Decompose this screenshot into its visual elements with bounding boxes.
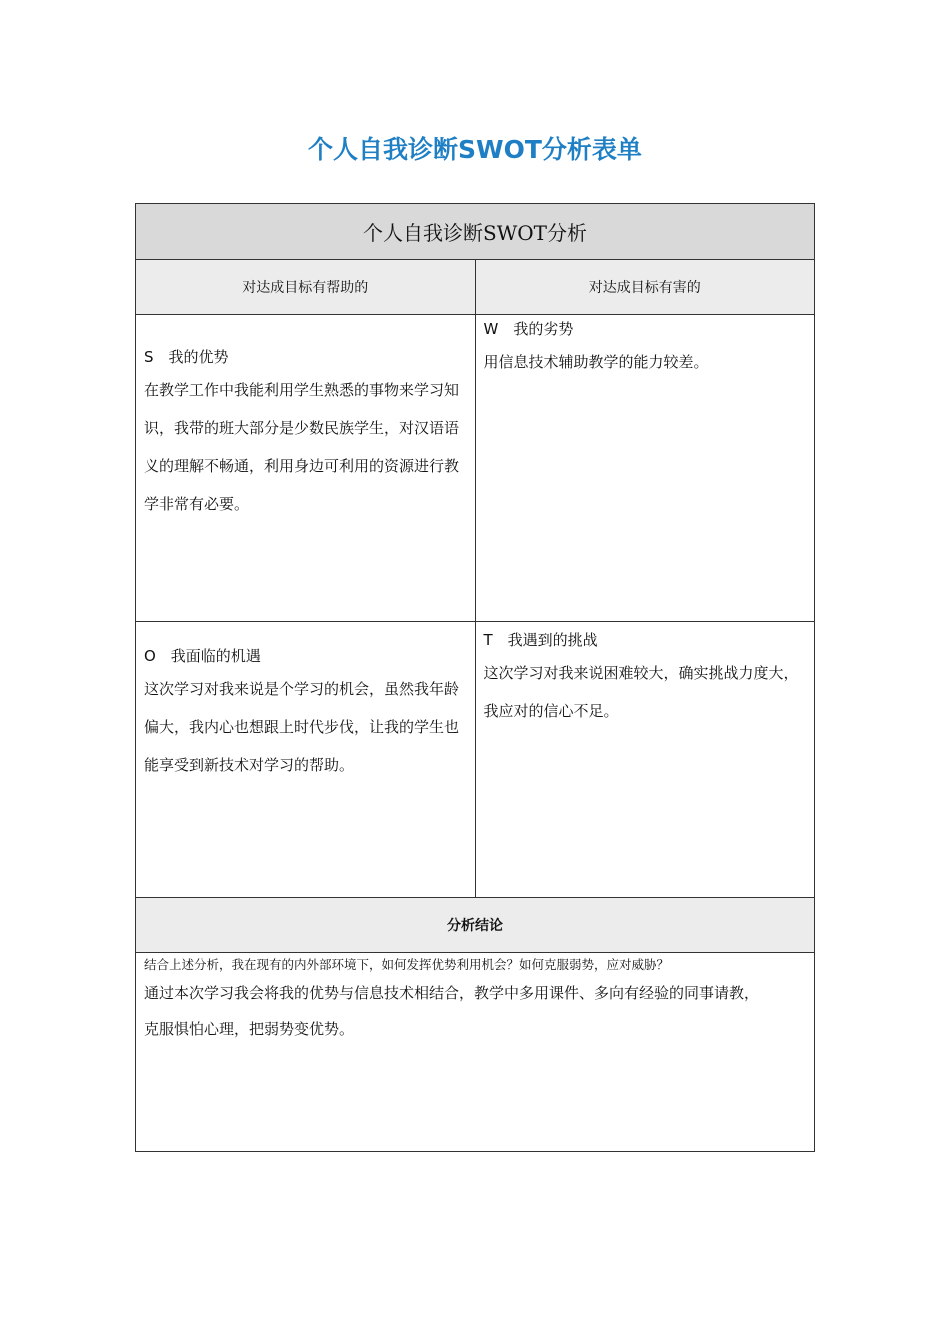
table-header-row [136, 204, 815, 260]
threats-heading: T 我遇到的挑战 [483, 631, 598, 649]
threats-cell [475, 622, 815, 898]
weaknesses-cell [475, 315, 815, 622]
threats-text: 这次学习对我来说困难较大，确实挑战力度大，我应对的信心不足。 [483, 664, 799, 720]
column-header-harmful: 对达成目标有害的 [475, 260, 815, 315]
swot-table [135, 203, 815, 1152]
conclusion-paragraph-2: 克服惧怕心理，把弱势变优势。 [144, 1020, 355, 1038]
strengths-weaknesses-row [136, 315, 815, 622]
column-header-helpful: 对达成目标有帮助的 [136, 260, 476, 315]
conclusion-paragraph-1: 通过本次学习我会将我的优势与信息技术相结合，教学中多用课件、多向有经验的同事请教， [144, 984, 760, 1002]
conclusion-row [136, 953, 815, 1152]
strengths-cell [136, 315, 476, 622]
opportunities-threats-row [136, 622, 815, 898]
column-header-row [136, 260, 815, 315]
opportunities-text: 这次学习对我来说是个学习的机会，虽然我年龄偏大，我内心也想跟上时代步伐，让我的学生也能享受到新技术对学习的帮助。 [144, 680, 460, 774]
strengths-text: 在教学工作中我能利用学生熟悉的事物来学习知识，我带的班大部分是少数民族学生，对汉语语义的理解不畅通，利用身边可利用的资源进行教学非常有必要。 [144, 381, 460, 513]
document-title: 个人自我诊断SWOT分析表单 [308, 135, 642, 164]
opportunities-cell [136, 622, 476, 898]
conclusion-question: 结合上述分析，我在现有的内外部环境下，如何发挥优势利用机会？如何克服弱势，应对威胁？ [144, 957, 670, 972]
conclusion-cell [136, 953, 815, 1152]
strengths-heading: S 我的优势 [144, 348, 229, 366]
table-header: 个人自我诊断SWOT分析 [136, 204, 815, 260]
conclusion-heading: 分析结论 [136, 898, 815, 953]
opportunities-heading: O 我面临的机遇 [144, 647, 261, 665]
weaknesses-heading: W 我的劣势 [483, 320, 574, 338]
weaknesses-text: 用信息技术辅助教学的能力较差。 [483, 353, 709, 371]
conclusion-header-row [136, 898, 815, 953]
